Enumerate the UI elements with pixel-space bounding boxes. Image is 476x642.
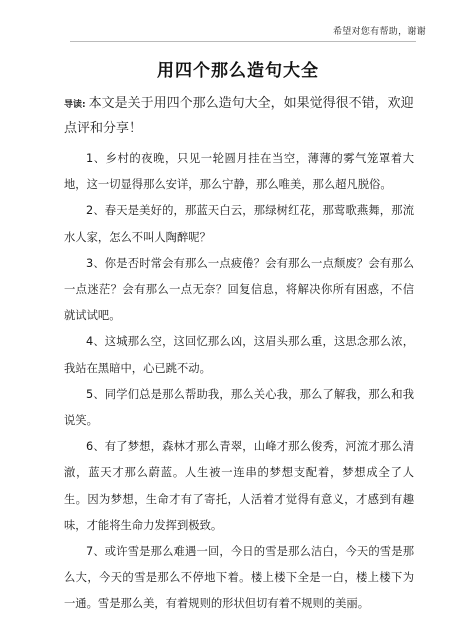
sentence-item: 7、或许雪是那么难遇一回，今日的雪是那么洁白，今天的雪是那么大，今天的雪是那么不停地下着。楼上楼下全是一白，楼上楼下为一通。雪是那么美，有着规则的形状但切有着不规则的美丽。	[64, 545, 414, 611]
sentence-item: 1、乡村的夜晚，只见一轮圆月挂在当空，薄薄的雾气笼罩着大地，这一切显得那么安详，那么宁静，那么唯美，那么超凡脱俗。	[64, 152, 414, 192]
intro-text: 本文是关于用四个那么造句大全，如果觉得很不错，欢迎点评和分享！	[64, 96, 414, 136]
sentence-item: 6、有了梦想，森林才那么青翠，山峰才那么俊秀，河流才那么清澈，蓝天才那么蔚蓝。人生被一连串的梦想支配着，梦想成全了人生。因为梦想，生命才有了寄托，人活着才觉得有意义，才感到有趣味，才能将生命力发挥到极致。	[64, 440, 414, 532]
sentence-list	[64, 146, 414, 618]
sentence-item: 3、你是否时常会有那么一点疲倦？会有那么一点颓废？会有那么一点迷茫？会有那么一点无奈？回复信息，将解决你所有困惑，不信就试试吧。	[64, 256, 414, 323]
sentence-item: 4、这城那么空，这回忆那么凶，这眉头那么重，这思念那么浓，我站在黑暗中，心已跳不动。	[64, 335, 414, 375]
sentence-item: 5、同学们总是那么帮助我，那么关心我，那么了解我，那么和我说笑。	[64, 387, 414, 428]
sentence-item: 2、春天是美好的，那蓝天白云，那绿树红花，那莺歌燕舞，那流水人家，怎么不叫人陶醉呢？	[64, 204, 414, 244]
document-title: 用四个那么造句大全	[157, 61, 319, 81]
header-divider	[70, 41, 416, 42]
intro-paragraph	[64, 92, 414, 141]
header-note: 希望对您有帮助，谢谢	[332, 27, 426, 37]
intro-label: 导读:	[64, 100, 86, 110]
